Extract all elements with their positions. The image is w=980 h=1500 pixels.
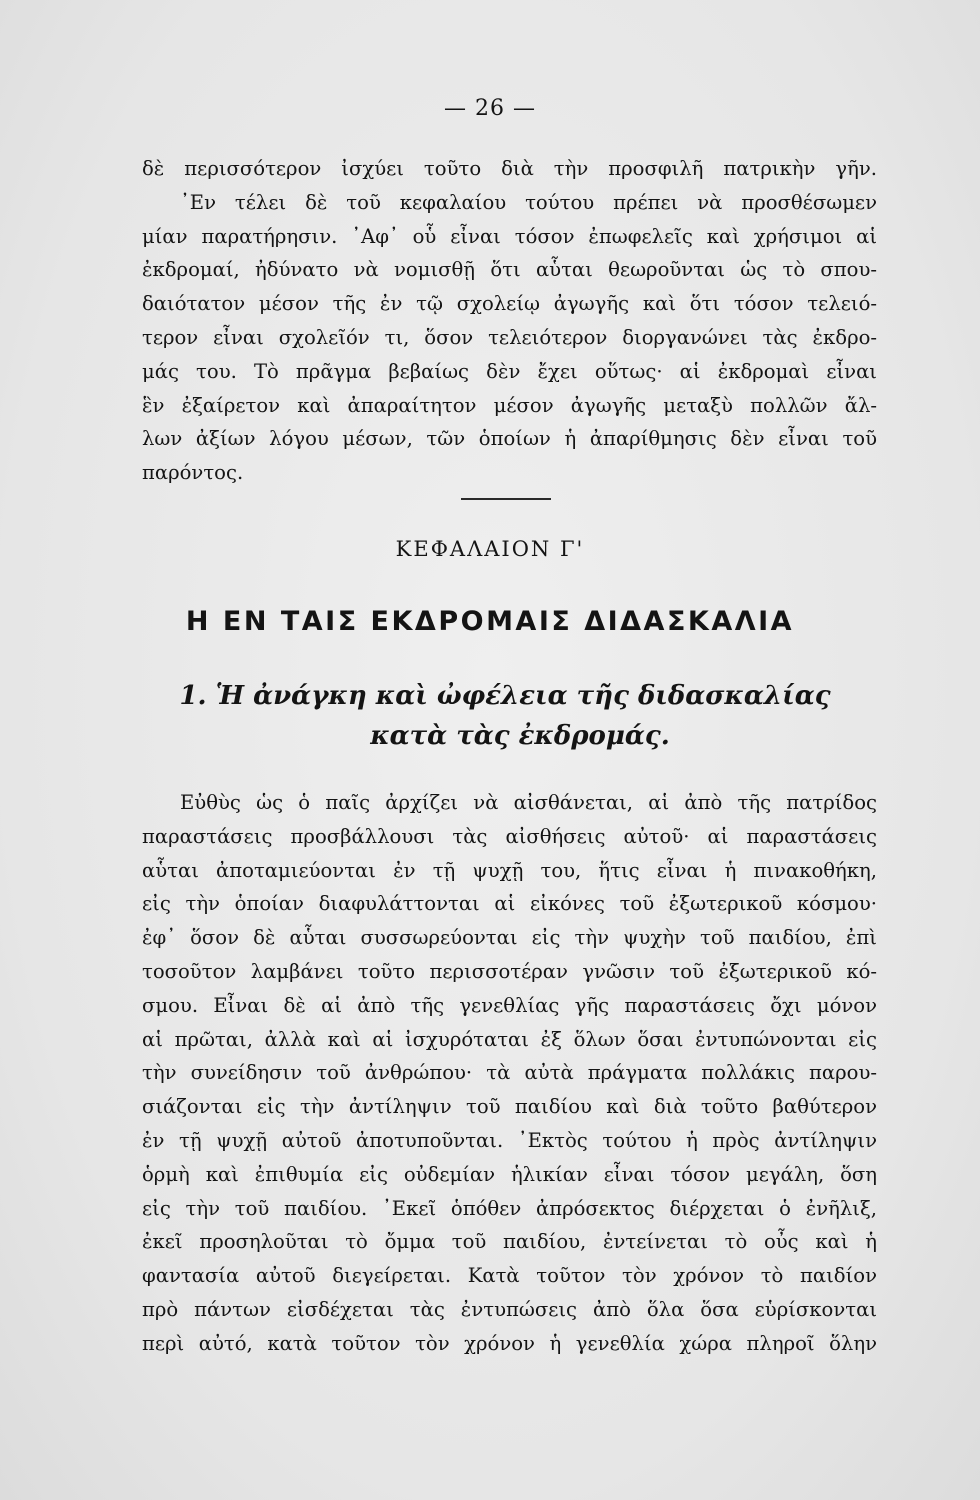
text-line: παραστάσεις προσβάλλουσι τὰς αἰσθήσεις αὐτοῦ· αἱ παραστάσεις	[142, 824, 877, 848]
text-line: τοσοῦτον λαμβάνει τοῦτο περισσοτέραν γνῶσιν τοῦ ἐξωτερικοῦ κό-	[142, 959, 877, 983]
text-line: ἐκεῖ προσηλοῦται τὸ ὄμμα τοῦ παιδίου, ἐντείνεται τὸ οὖς καὶ ἡ	[142, 1230, 877, 1254]
section-heading-line-1: 1. Ἡ ἀνάγκη καὶ ὠφέλεια τῆς διδασκαλίας	[179, 681, 831, 711]
text-line: ἐν τῇ ψυχῇ αὐτοῦ ἀποτυποῦνται. ᾿Εκτὸς τούτου ἡ πρὸς ἀντίληψιν	[142, 1128, 877, 1152]
text-line: ἐκδρομαί, ἠδύνατο νὰ νομισθῇ ὅτι αὗται θεωροῦνται ὡς τὸ σπου-	[142, 258, 877, 282]
paragraph-1	[142, 152, 877, 490]
text-line: μάς του. Τὸ πρᾶγμα βεβαίως δὲν ἔχει οὕτως· αἱ ἐκδρομαὶ εἶναι	[142, 359, 877, 383]
page-number: — 26 —	[444, 96, 536, 121]
text-line: Εὐθὺς ὡς ὁ παῖς ἀρχίζει νὰ αἰσθάνεται, αἱ ἀπὸ τῆς πατρίδος	[180, 791, 877, 814]
text-line: περὶ αὐτό, κατὰ τοῦτον τὸν χρόνον ἡ γενεθλία χώρα πληροῖ ὅλην	[142, 1331, 877, 1355]
text-line: αὗται ἀποταμιεύονται ἐν τῇ ψυχῇ του, ἥτις εἶναι ἡ πινακοθήκη,	[142, 858, 877, 882]
text-line: σμου. Εἶναι δὲ αἱ ἀπὸ τῆς γενεθλίας γῆς παραστάσεις ὄχι μόνον	[142, 993, 877, 1017]
text-line: λων ἀξίων λόγου μέσων, τῶν ὁποίων ἡ ἀπαρίθμησις δὲν εἶναι τοῦ	[142, 427, 877, 451]
text-line: ἐφ᾿ ὅσον δὲ αὗται συσσωρεύονται εἰς τὴν ψυχὴν τοῦ παιδίου, ἐπὶ	[142, 926, 877, 950]
text-line: σιάζονται εἰς τὴν ἀντίληψιν τοῦ παιδίου καὶ διὰ τοῦτο βαθύτερον	[142, 1095, 877, 1119]
text-line: φαντασία αὐτοῦ διεγείρεται. Κατὰ τοῦτον τὸν χρόνον τὸ παιδίον	[142, 1264, 877, 1288]
section-heading-line-2: κατὰ τὰς ἐκδρομάς.	[370, 721, 670, 751]
text-line: ὁρμὴ καὶ ἐπιθυμία εἰς οὐδεμίαν ἡλικίαν εἶναι τόσον μεγάλη, ὅση	[142, 1162, 877, 1186]
chapter-label: ΚΕΦΑΛΑΙΟΝ Γ'	[395, 537, 585, 561]
section-divider	[461, 498, 551, 500]
text-line: τερον εἶναι σχολεῖόν τι, ὅσον τελειότερον διοργανώνει τὰς ἐκδρο-	[142, 325, 877, 349]
text-line: παρόντος.	[142, 461, 244, 485]
text-line: δαιότατον μέσον τῆς ἐν τῷ σχολείῳ ἀγωγῆς καὶ ὅτι τόσον τελειό-	[142, 292, 877, 316]
text-line: εἰς τὴν ὁποίαν διαφυλάττονται αἱ εἰκόνες τοῦ ἐξωτερικοῦ κόσμου·	[142, 892, 877, 916]
text-line: δὲ περισσότερον ἰσχύει τοῦτο διὰ τὴν προσφιλῆ πατρικὴν γῆν.	[142, 157, 877, 180]
section-heading	[0, 676, 980, 756]
paragraph-2	[142, 786, 877, 1361]
text-line: τὴν συνείδησιν τοῦ ἀνθρώπου· τὰ αὐτὰ πράγματα πολλάκις παρου-	[142, 1061, 877, 1085]
text-line: εἰς τὴν τοῦ παιδίου. ᾿Εκεῖ ὁπόθεν ἀπρόσεκτος διέρχεται ὁ ἐνῆλιξ,	[142, 1196, 877, 1220]
text-line: αἱ πρῶται, ἀλλὰ καὶ αἱ ἰσχυρόταται ἐξ ὅλων ὅσαι ἐντυπώνονται εἰς	[142, 1027, 877, 1051]
chapter-title: Η ΕΝ ΤΑΙΣ ΕΚΔΡΟΜΑΙΣ ΔΙΔΑΣΚΑΛΙΑ	[185, 606, 795, 637]
text-line: ᾿Εν τέλει δὲ τοῦ κεφαλαίου τούτου πρέπει νὰ προσθέσωμεν	[180, 190, 877, 214]
text-line: πρὸ πάντων εἰσδέχεται τὰς ἐντυπώσεις ἀπὸ ὅλα ὅσα εὑρίσκονται	[142, 1297, 877, 1321]
text-line: μίαν παρατήρησιν. ᾿Αφ᾿ οὗ εἶναι τόσον ἐπωφελεῖς καὶ χρήσιμοι αἱ	[142, 224, 877, 248]
text-line: ἓν ἐξαίρετον καὶ ἀπαραίτητον μέσον ἀγωγῆς μεταξὺ πολλῶν ἄλ-	[142, 393, 877, 417]
